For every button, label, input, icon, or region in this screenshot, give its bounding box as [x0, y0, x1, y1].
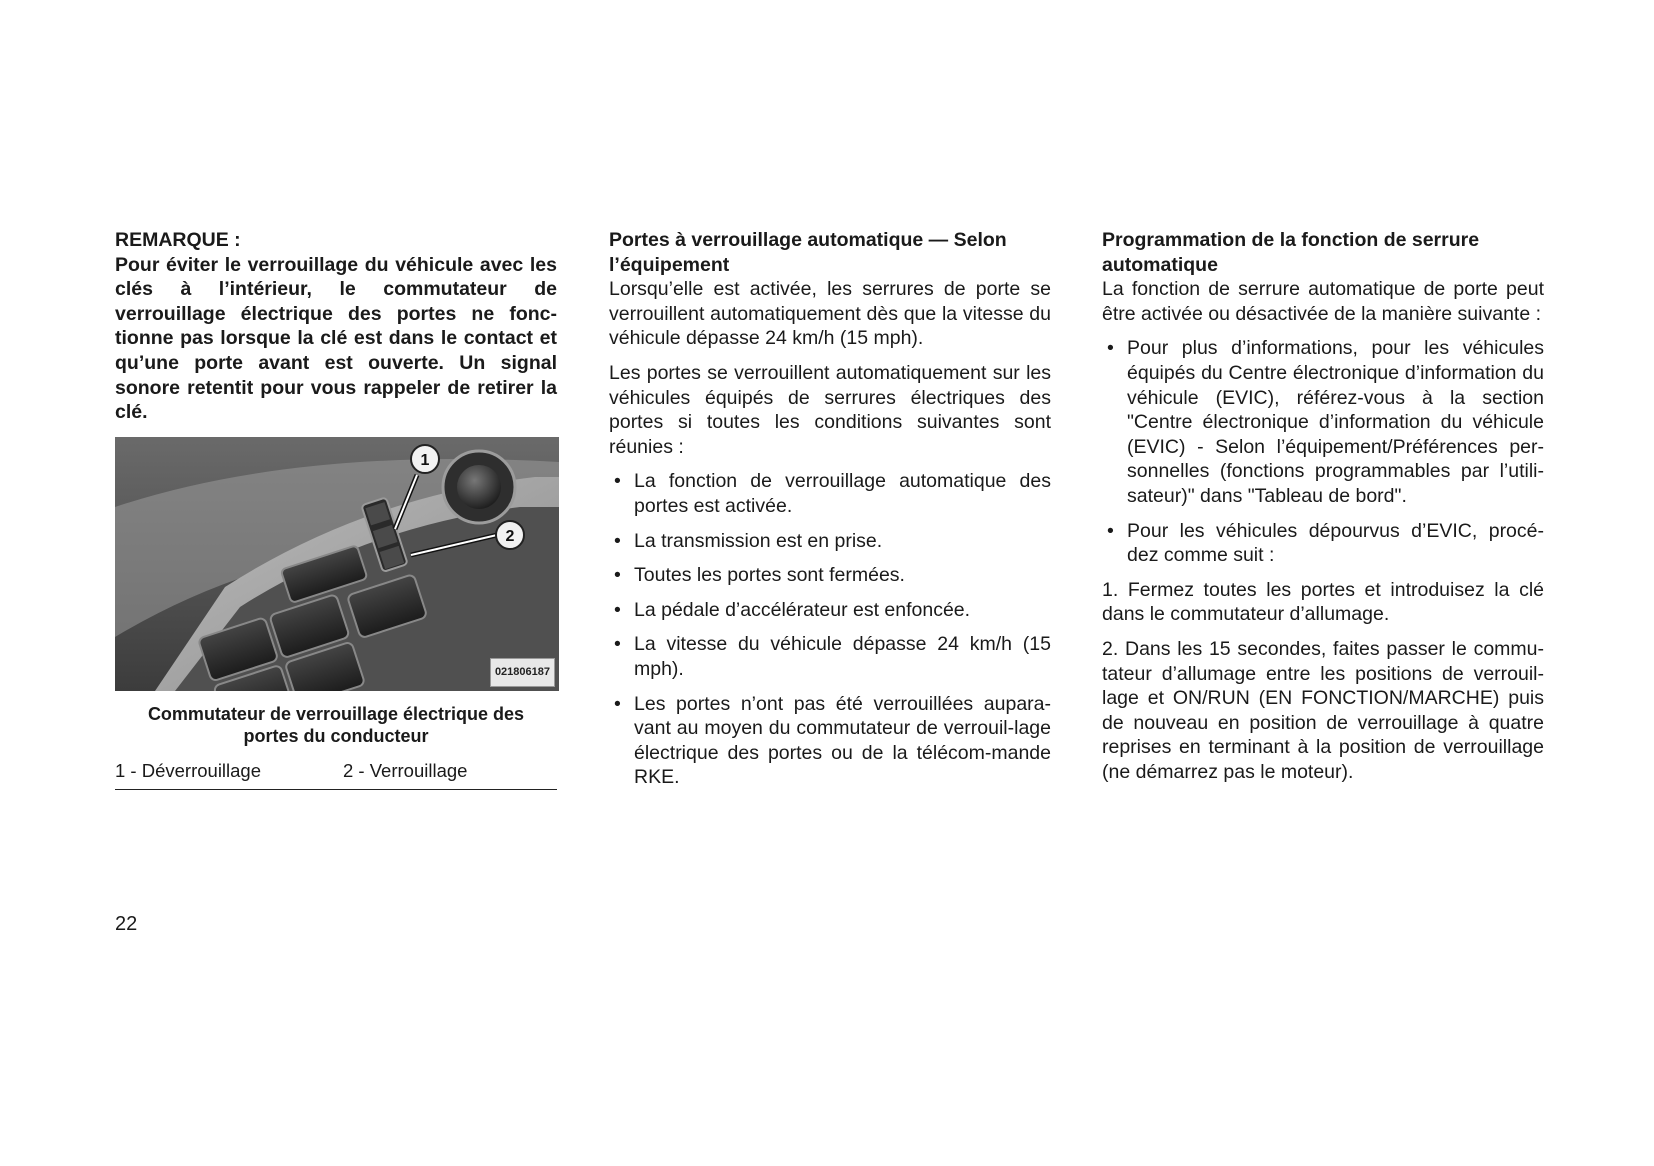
section-heading-auto-lock: Portes à verrouillage automatique — Selon l’équipement: [609, 229, 1007, 276]
list-item: • La pédale d’accélérateur est enfoncée.: [609, 598, 1051, 623]
paragraph: La fonction de serrure automatique de porte peut être activée ou désactivée de la manière suivante :: [1102, 278, 1544, 325]
column-right: [1102, 228, 1544, 784]
column-left: [115, 228, 557, 790]
steps-list: [1102, 578, 1544, 785]
step-item: 2. Dans les 15 secondes, faites passer le commu-tateur d’allumage entre les positions de verrouil-lage et ON/RUN (EN FONCTION/MARCHE) puis de nouveau en position de verrouillage à quatre reprises en terminant à la position de verrouillage (ne démarrez pas le moteur).: [1102, 637, 1544, 783]
section-heading-programming: Programmation de la fonction de serrure automatique: [1102, 229, 1480, 276]
page-number: 22: [115, 913, 138, 935]
paragraph: Lorsqu’elle est activée, les serrures de porte se verrouillent automatiquement dès que la vitesse du véhicule dépasse 24 km/h (15 mph).: [609, 278, 1051, 350]
conditions-list: [609, 469, 1051, 790]
legend-item-lock: 2 - Verrouillage: [343, 759, 468, 781]
note-title: REMARQUE :: [115, 229, 241, 251]
step-item: 1. Fermez toutes les portes et introduisez la clé dans le commutateur d’allumage.: [1102, 578, 1544, 626]
figure-caption: Commutateur de verrouillage électrique des portes du conducteur: [147, 703, 525, 746]
list-item: • Les portes n’ont pas été verrouillées aupara-vant au moyen du commutateur de verrouil-lage électrique des portes ou de la télécom-mande RKE.: [609, 692, 1051, 790]
list-item: • La transmission est en prise.: [609, 529, 1051, 554]
door-panel-illustration: [115, 437, 559, 691]
callout-1: 1: [420, 451, 430, 469]
list-item: • Pour plus d’informations, pour les véhicules équipés du Centre électronique d’information du véhicule (EVIC), référez-vous à la section "Centre électronique d’information du véhicule (EVIC) - Selon l’équipement/Préférences per-sonnelles (fonctions programmables par l’utili-sateur)" dans "Tableau de bord".: [1102, 336, 1544, 508]
paragraph: Les portes se verrouillent automatiquement sur les véhicules équipés de serrures électriques des portes si toutes les conditions suivantes sont réunies :: [609, 361, 1051, 458]
list-item: • Toutes les portes sont fermées.: [609, 563, 1051, 588]
info-list: [1102, 336, 1544, 567]
note-body: Pour éviter le verrouillage du véhicule avec les clés à l’intérieur, le commutateur de verrouillage électrique des portes ne fonc-tionne pas lorsque la clé est dans le contact et qu’une porte avant est ouverte. Un signal sonore retentit pour vous rappeler de retirer la clé.: [115, 253, 557, 424]
list-item: • La vitesse du véhicule dépasse 24 km/h (15 mph).: [609, 632, 1051, 681]
list-item: • La fonction de verrouillage automatique des portes est activée.: [609, 469, 1051, 518]
legend-item-unlock: 1 - Déverrouillage: [115, 759, 262, 781]
column-middle: [609, 228, 1051, 790]
door-switch-figure: [115, 437, 559, 691]
list-item: • Pour les véhicules dépourvus d’EVIC, procé-dez comme suit :: [1102, 519, 1544, 568]
figure-legend: [115, 759, 557, 791]
figure-id: 021806187: [490, 658, 555, 687]
callout-2: 2: [505, 527, 515, 545]
